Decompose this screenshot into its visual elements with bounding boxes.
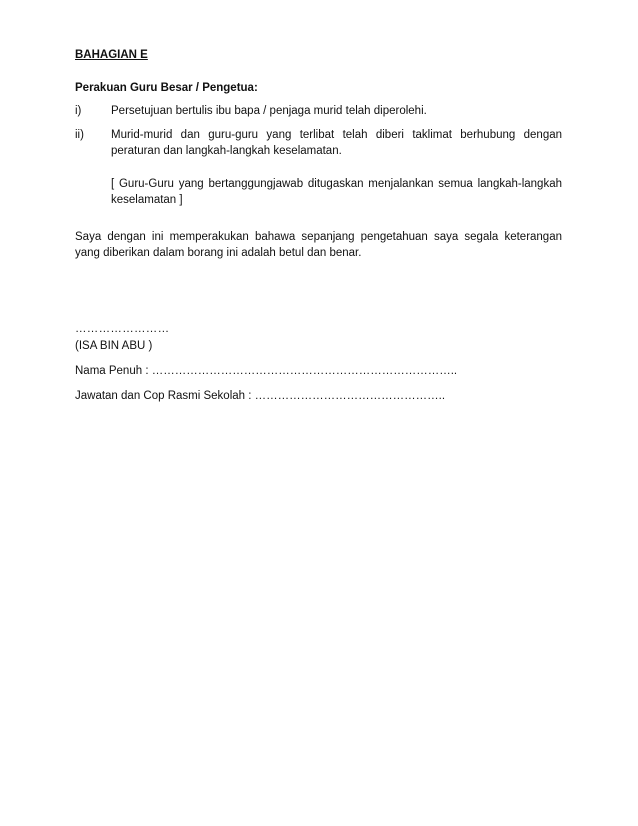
position-stamp-field: Jawatan dan Cop Rasmi Sekolah : …………………………………………..: [75, 390, 446, 402]
section-subtitle: Perakuan Guru Besar / Pengetua:: [75, 82, 258, 94]
item-text: Murid-murid dan guru-guru yang terlibat telah diberi taklimat berhubung dengan peraturan dan langkah-langkah keselamatan.: [111, 129, 562, 157]
signatory-name: (ISA BIN ABU ): [75, 340, 153, 352]
item-number: ii): [75, 129, 84, 141]
item-number: i): [75, 105, 82, 117]
section-title: BAHAGIAN E: [75, 49, 148, 61]
note-paragraph: [ Guru-Guru yang bertanggungjawab ditugaskan menjalankan semua langkah-langkah keselamatan ]: [111, 178, 562, 206]
item-text: Persetujuan bertulis ibu bapa / penjaga murid telah diperolehi.: [111, 105, 427, 117]
full-name-field: Nama Penuh : ……………………………………………………………………..: [75, 365, 458, 377]
signature-line: ……………………: [75, 323, 170, 335]
declaration-paragraph: Saya dengan ini memperakukan bahawa sepanjang pengetahuan saya segala keterangan yang diberikan dalam borang ini adalah betul dan benar.: [75, 231, 562, 259]
